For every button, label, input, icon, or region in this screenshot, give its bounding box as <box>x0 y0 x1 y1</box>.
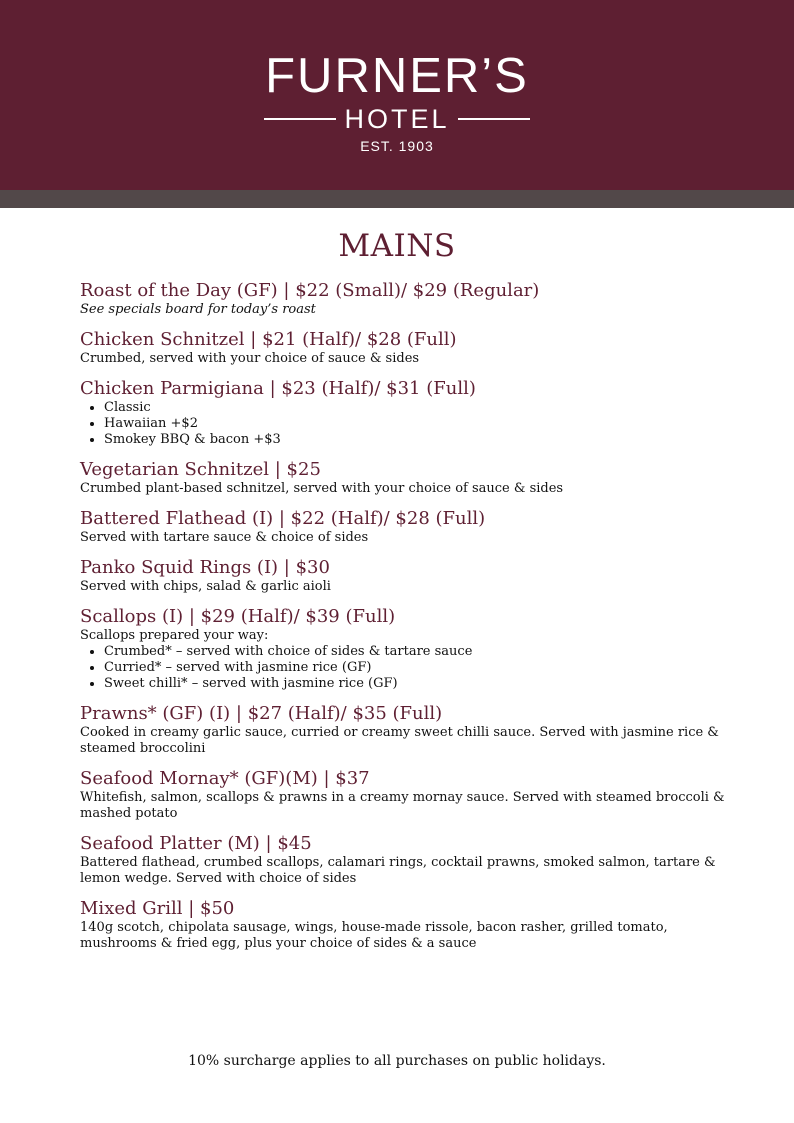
menu-item <box>80 898 730 952</box>
menu-item-title: Chicken Schnitzel | $21 (Half)/ $28 (Full) <box>80 329 457 350</box>
menu-item <box>80 280 730 318</box>
menu-item <box>80 557 730 595</box>
menu-item-title: Seafood Mornay* (GF)(M) | $37 <box>80 768 370 789</box>
menu-item-title: Scallops (I) | $29 (Half)/ $39 (Full) <box>80 606 396 627</box>
menu-item <box>80 606 730 692</box>
menu-item-description: Cooked in creamy garlic sauce, curried or creamy sweet chilli sauce. Served with jasmine rice & steamed broccolini <box>80 725 719 756</box>
menu-item-description: Crumbed, served with your choice of sauce & sides <box>80 351 420 366</box>
menu-item-title: Chicken Parmigiana | $23 (Half)/ $31 (Full) <box>80 378 476 399</box>
logo-line-right <box>458 118 530 120</box>
menu-item <box>80 508 730 546</box>
logo-hotel-row <box>0 104 794 134</box>
menu-item-description: 140g scotch, chipolata sausage, wings, house-made rissole, bacon rasher, grilled tomato, mushrooms & fried egg, plus your choice of sides & a sauce <box>80 920 668 951</box>
section-title: MAINS <box>338 228 456 264</box>
menu-item-option: • Crumbed* – served with choice of sides & tartare sauce <box>104 644 730 660</box>
menu-item <box>80 329 730 367</box>
menu-item-options <box>80 400 730 448</box>
menu-item-title: Mixed Grill | $50 <box>80 898 235 919</box>
menu-item-title: Roast of the Day (GF) | $22 (Small)/ $29 (Regular) <box>80 280 540 301</box>
menu-item-description: Crumbed plant-based schnitzel, served with your choice of sauce & sides <box>80 481 564 496</box>
hotel-logo <box>0 50 794 154</box>
logo-line-left <box>264 118 336 120</box>
menu-item-note: See specials board for today’s roast <box>80 302 316 317</box>
menu-item-description: Whitefish, salmon, scallops & prawns in a creamy mornay sauce. Served with steamed broccoli & mashed potato <box>80 790 725 821</box>
menu-item-option: • Classic <box>104 400 730 416</box>
logo-name: FURNER’S <box>265 49 529 103</box>
footer-note: 10% surcharge applies to all purchases on public holidays. <box>188 1053 606 1069</box>
menu-item <box>80 703 730 757</box>
menu-item <box>80 768 730 822</box>
menu-item-option: • Sweet chilli* – served with jasmine rice (GF) <box>104 676 730 692</box>
menu-item-option: • Hawaiian +$2 <box>104 416 730 432</box>
menu-item-options <box>80 644 730 692</box>
menu-list <box>80 280 730 963</box>
menu-item-title: Panko Squid Rings (I) | $30 <box>80 557 330 578</box>
header-banner <box>0 0 794 190</box>
header-strip <box>0 190 794 208</box>
menu-item-option: • Smokey BBQ & bacon +$3 <box>104 432 730 448</box>
menu-item-description: Scallops prepared your way: <box>80 628 269 643</box>
menu-item-title: Vegetarian Schnitzel | $25 <box>80 459 321 480</box>
logo-subtitle: HOTEL <box>344 104 450 134</box>
menu-item <box>80 459 730 497</box>
menu-item-description: Served with tartare sauce & choice of sides <box>80 530 369 545</box>
menu-item-description: Served with chips, salad & garlic aioli <box>80 579 331 594</box>
menu-item-title: Battered Flathead (I) | $22 (Half)/ $28 (Full) <box>80 508 486 529</box>
menu-item-description: Battered flathead, crumbed scallops, calamari rings, cocktail prawns, smoked salmon, tartare & lemon wedge. Served with choice of sides <box>80 855 716 886</box>
menu-item <box>80 833 730 887</box>
logo-est: EST. 1903 <box>360 138 434 154</box>
menu-item <box>80 378 730 448</box>
menu-item-title: Seafood Platter (M) | $45 <box>80 833 312 854</box>
menu-item-option: • Curried* – served with jasmine rice (GF) <box>104 660 730 676</box>
menu-item-title: Prawns* (GF) (I) | $27 (Half)/ $35 (Full) <box>80 703 443 724</box>
